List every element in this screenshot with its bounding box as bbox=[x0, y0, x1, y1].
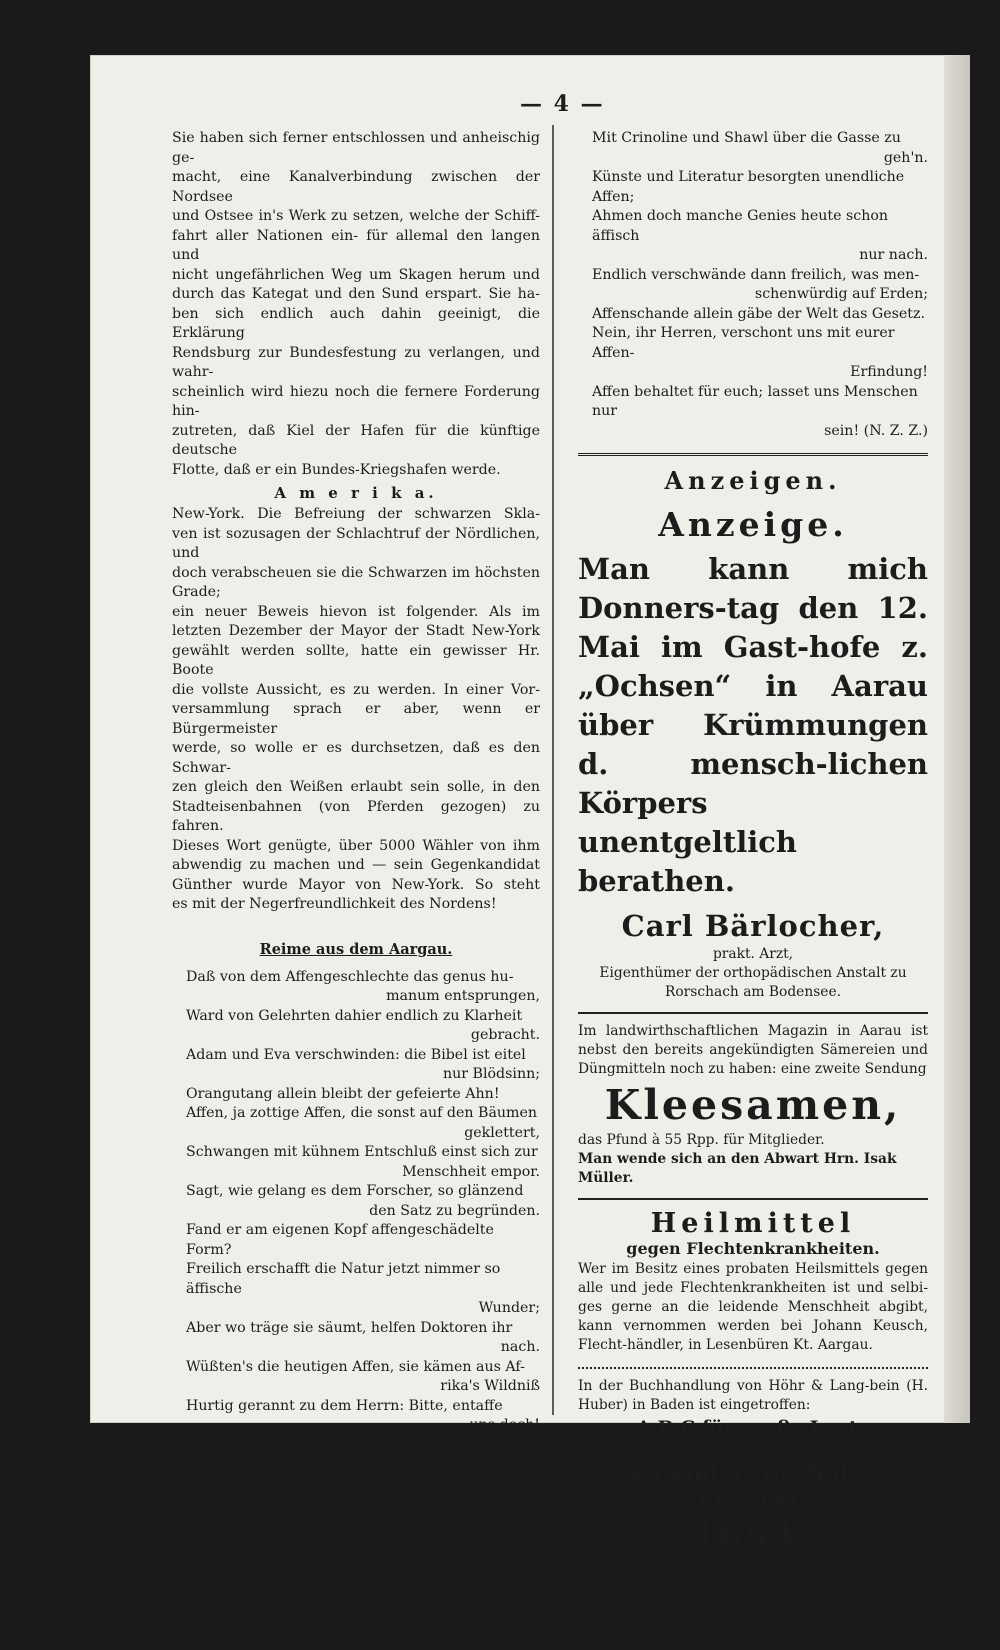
ad-rule-1 bbox=[578, 1012, 928, 1014]
page-edge bbox=[944, 55, 970, 1423]
poem-verse bbox=[592, 266, 928, 305]
text-line: die vollste Aussicht, es zu werden. In einer Vor- bbox=[172, 681, 540, 701]
verse-line: Nein, ihr Herren, verschont uns mit eurer Affen- bbox=[592, 324, 928, 363]
text-line: nicht ungefährlichen Weg um Skagen herum und bbox=[172, 266, 540, 286]
poem-verse bbox=[186, 1046, 540, 1085]
verse-continuation: von ihm. bbox=[186, 1514, 540, 1534]
verse-line: Schwangen mit kühnem Entschluß einst sich zur bbox=[186, 1143, 540, 1163]
verse-line: Ahmen doch manche Genies heute schon äffisch bbox=[592, 207, 928, 246]
verse-continuation: schenwürdig auf Erden; bbox=[592, 285, 928, 305]
verse-continuation: sein! (N. Z. Z.) bbox=[592, 422, 928, 442]
poem-verse bbox=[592, 207, 928, 266]
poem-verse bbox=[186, 1358, 540, 1397]
text-line: letzten Dezember der Mayor der Stadt New-York bbox=[172, 622, 540, 642]
text-line: Dieses Wort genügte, über 5000 Wähler von ihm bbox=[172, 837, 540, 857]
signer-title: prakt. Arzt, bbox=[578, 945, 928, 964]
verse-line: Orangutang allein bleibt der gefeierte Ahn! bbox=[186, 1085, 540, 1105]
text-line: New-York. Die Befreiung der schwarzen Skla- bbox=[172, 505, 540, 525]
verse-line: Adam und Eva verschwinden: die Bibel ist eitel bbox=[186, 1046, 540, 1066]
verse-continuation: Menschheit empor. bbox=[186, 1163, 540, 1183]
book-edition: 3. Auflage mit groben Bildern. bbox=[578, 1570, 928, 1589]
poem-verse bbox=[186, 1007, 540, 1046]
klee-price: das Pfund à 55 Rpp. für Mitglieder. bbox=[578, 1131, 928, 1150]
poem-verse bbox=[592, 168, 928, 207]
verse-continuation: rika's Wildniß bbox=[186, 1377, 540, 1397]
text-line: Flotte, daß er ein Bundes-Kriegshafen werde. bbox=[172, 461, 540, 481]
text-line: Rendsburg zur Bundesfestung zu verlangen, und wahr- bbox=[172, 344, 540, 383]
poem-verse bbox=[592, 129, 928, 168]
klee-contact: Man wende sich an den Abwart Hrn. Isak Müller. bbox=[578, 1150, 928, 1188]
verse-continuation: nur Blödsinn; bbox=[186, 1065, 540, 1085]
verse-line: Fand er am eigenen Kopf affengeschädelte Form? bbox=[186, 1221, 540, 1260]
text-line: doch verabscheuen sie die Schwarzen im höchsten Grade; bbox=[172, 564, 540, 603]
poem-verse bbox=[592, 324, 928, 383]
verse-continuation: nach. bbox=[186, 1338, 540, 1358]
verse-continuation: die Cigarre, bbox=[186, 1553, 540, 1573]
verse-continuation: nur nach. bbox=[592, 246, 928, 266]
verse-continuation: manum entsprungen, bbox=[186, 987, 540, 1007]
poem-verse bbox=[186, 1182, 540, 1221]
verse-continuation: mino spielt. bbox=[186, 1592, 540, 1612]
verse-line: Affen, ja zottige Affen, die sonst auf den Bäumen bbox=[186, 1104, 540, 1124]
column-divider bbox=[552, 125, 554, 1415]
signer-line3: Rorschach am Bodensee. bbox=[578, 983, 928, 1002]
verse-line: Endlich verschwände dann freilich, was men- bbox=[592, 266, 928, 286]
text-line: scheinlich wird hiezu noch die fernere Forderung hin- bbox=[172, 383, 540, 422]
text-line: ben sich endlich auch dahin geeinigt, die Erklärung bbox=[172, 305, 540, 344]
verse-line: Sämmtliche strömten herbei; sind sie doch Vettern bbox=[186, 1475, 540, 1514]
verse-line: Wenn auf das Sopha gestreckt Mandril sein Do- bbox=[186, 1572, 540, 1592]
verse-line: Aber wo träge sie säumt, helfen Doktoren ihr bbox=[186, 1319, 540, 1339]
poem-verse bbox=[592, 305, 928, 325]
anzeige-text: Man kann mich Donners-tag den 12. Mai im Gast-hofe z. „Ochsen“ in Aarau über Krümmungen d. mensch-lichen Körpers unentgeltlich berathen. bbox=[578, 550, 928, 901]
text-line: ein neuer Beweis hievon ist folgender. Als im bbox=[172, 603, 540, 623]
verse-continuation: Erfindung! bbox=[592, 363, 928, 383]
book-abc: A B C für große Leute bbox=[578, 1417, 928, 1439]
text-line: Stadteisenbahnen (von Pferden gezogen) zu fahren. bbox=[172, 798, 540, 837]
text-line: es mit der Negerfreundlichkeit des Nordens! bbox=[172, 895, 540, 915]
anzeige-title: Anzeige. bbox=[578, 505, 928, 544]
signer-name: Carl Bärlocher, bbox=[578, 909, 928, 943]
klee-intro: Im landwirthschaftlichen Magazin in Aarau ist nebst den bereits angekündigten Sämereien und Düngmitteln noch zu haben: eine zweite Sendung bbox=[578, 1022, 928, 1079]
poem bbox=[172, 968, 540, 1650]
verse-line: Pavian und Wauwau's, der Meerkatz' schwän- bbox=[186, 1436, 540, 1456]
text-line: durch das Kategat und den Sund erspart. Sie ha- bbox=[172, 285, 540, 305]
poem-verse bbox=[186, 1611, 540, 1650]
verse-continuation: Wunder; bbox=[186, 1299, 540, 1319]
poem-verse bbox=[186, 1085, 540, 1105]
poem-title: Reime aus dem Aargau. bbox=[172, 941, 540, 958]
amerika-heading: A m e r i k a. bbox=[172, 484, 540, 502]
verse-line: Sagt, wie gelang es dem Forscher, so glänzend bbox=[186, 1182, 540, 1202]
book-author: Von Alban Stolz. bbox=[578, 1552, 928, 1570]
newspaper-page bbox=[90, 55, 970, 1423]
right-column bbox=[578, 129, 928, 1627]
book-year: 1864. bbox=[578, 1514, 928, 1552]
book-price-2: oder franko zugesandt — 50 Ct. bbox=[578, 1608, 928, 1627]
heil-subtitle: gegen Flechtenkrankheiten. bbox=[578, 1239, 928, 1258]
verse-line: Auch die Aeffin, die holde, sie ließe sich's ferner bbox=[186, 1611, 540, 1631]
poem-verse bbox=[186, 1533, 540, 1572]
text-line: ven ist sozusagen der Schlachtruf der Nördlichen, und bbox=[172, 525, 540, 564]
verse-continuation: geh'n. bbox=[592, 149, 928, 169]
poem-verse bbox=[186, 1143, 540, 1182]
poem-verse bbox=[186, 1260, 540, 1319]
heil-text: Wer im Besitz eines probaten Heilsmittels gegen alle und jede Flechtenkrankheiten ist und selbi-ges gerne an die leidende Menschheit abgibt, kann vernommen werden bei Johann Keusch, Flecht-händler, in Lesenbüren Kt. Aargau. bbox=[578, 1260, 928, 1355]
poem-verse bbox=[186, 1572, 540, 1611]
signer-line2: Eigenthümer der orthopädischen Anstalt zu bbox=[578, 964, 928, 983]
verse-line: Affen behaltet für euch; lasset uns Menschen nur bbox=[592, 383, 928, 422]
verse-continuation: zige Rudel, bbox=[186, 1455, 540, 1475]
ad-rule-2 bbox=[578, 1198, 928, 1200]
anzeigen-heading: Anzeigen. bbox=[578, 466, 928, 495]
text-line: abwendig zu machen und — sein Gegenkandidat bbox=[172, 856, 540, 876]
text-line: Günther wurde Mayor von New-York. So steht bbox=[172, 876, 540, 896]
text-line: werde, so wolle er es durchsetzen, daß es den Schwar- bbox=[172, 739, 540, 778]
ad-rule-3 bbox=[578, 1367, 928, 1369]
verse-line: Wüßten's die heutigen Affen, sie kämen aus Af- bbox=[186, 1358, 540, 1378]
verse-line: Daß von dem Affengeschlechte das genus hu- bbox=[186, 968, 540, 988]
text-line: versammlung sprach er aber, wenn er Bürgermeister bbox=[172, 700, 540, 739]
verse-line: Hurtig gerannt zu dem Herrn: Bitte, entaffe bbox=[186, 1397, 540, 1417]
poem-verse bbox=[186, 1475, 540, 1534]
book-title: Kalender für Zeit & Ewigkeit bbox=[578, 1460, 928, 1514]
poem-continuation bbox=[578, 129, 928, 441]
text-line: fahrt aller Nationen ein- für allemal den langen und bbox=[172, 227, 540, 266]
intro-paragraph bbox=[172, 129, 540, 480]
verse-line: Ward von Gelehrten dahier endlich zu Klarheit bbox=[186, 1007, 540, 1027]
poem-verse bbox=[186, 1436, 540, 1475]
text-line: und Ostsee in's Werk zu setzen, welche der Schiff- bbox=[172, 207, 540, 227]
text-line: Sie haben sich ferner entschlossen und anheischig ge- bbox=[172, 129, 540, 168]
book-price-1: Preis — 45 Ct. bbox=[578, 1589, 928, 1608]
verse-continuation: gebracht. bbox=[186, 1026, 540, 1046]
verse-continuation: den Satz zu begründen. bbox=[186, 1202, 540, 1222]
poem-verse bbox=[186, 1104, 540, 1143]
verse-line: Freilich erschafft die Natur jetzt nimmer so äffische bbox=[186, 1260, 540, 1299]
heil-title: Heilmittel bbox=[578, 1208, 928, 1239]
verse-line: Affenschande allein gäbe der Welt das Gesetz. bbox=[592, 305, 928, 325]
poem-verse bbox=[592, 383, 928, 442]
text-line: gewählt werden sollte, hatte ein gewisser Hr. Boote bbox=[172, 642, 540, 681]
verse-line: Hei wie dampfte da bald aus Schnauziger Gosch' bbox=[186, 1533, 540, 1553]
verse-continuation: geklettert, bbox=[186, 1124, 540, 1144]
verse-continuation: uns doch! bbox=[186, 1416, 540, 1436]
verse-line: Mit Crinoline und Shawl über die Gasse zu bbox=[592, 129, 928, 149]
klee-title: Kleesamen, bbox=[578, 1081, 928, 1129]
verse-line: Künste und Literatur besorgten unendliche Affen; bbox=[592, 168, 928, 207]
poem-verse bbox=[186, 968, 540, 1007]
book-intro: In der Buchhandlung von Höhr & Lang-bein (H. Huber) in Baden ist eingetroffen: bbox=[578, 1377, 928, 1415]
verse-continuation: nicht nehmen, bbox=[186, 1631, 540, 1650]
text-line: zutreten, daß Kiel der Hafen für die künftige deutsche bbox=[172, 422, 540, 461]
left-column bbox=[172, 129, 540, 1650]
text-line: macht, eine Kanalverbindung zwischen der Nordsee bbox=[172, 168, 540, 207]
book-oder: oder bbox=[578, 1439, 928, 1458]
section-rule bbox=[578, 453, 928, 456]
text-line: zen gleich den Weißen erlaubt sein solle, in den bbox=[172, 778, 540, 798]
poem-verse bbox=[186, 1221, 540, 1260]
poem-verse bbox=[186, 1397, 540, 1436]
page-number: — 4 — bbox=[520, 91, 605, 117]
amerika-paragraph bbox=[172, 505, 540, 915]
poem-verse bbox=[186, 1319, 540, 1358]
